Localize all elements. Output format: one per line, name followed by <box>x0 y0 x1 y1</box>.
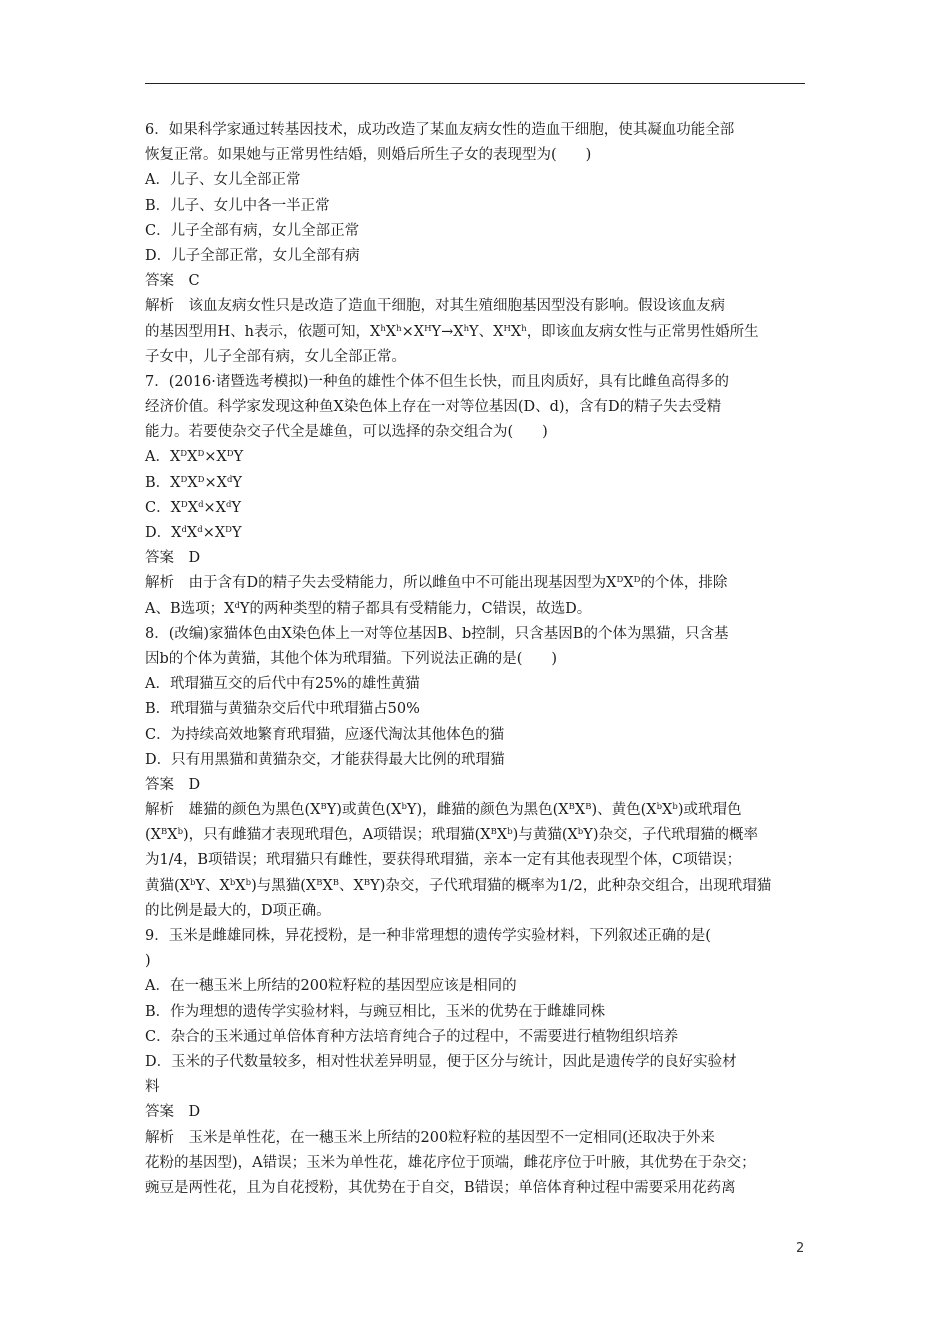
text-line: 能力。若要使杂交子代全是雄鱼，可以选择的杂交组合为( ) <box>145 424 548 441</box>
text-line: 的基因型用H、h表示，依题可知，$X^hX^h\times X^HY\to X^hY$、$X^HX^h$，即该血友病女性与正常男性婚所生 <box>145 323 759 340</box>
text-line: B．儿子、女儿中各一半正常 <box>145 197 330 214</box>
text-line: 6．如果科学家通过转基因技术，成功改造了某血友病女性的造血干细胞，使其凝血功能全部 <box>145 122 735 138</box>
header-rule <box>145 83 805 84</box>
text-line: 为1/4，B项错误；玳瑁猫只有雌性，要获得玳瑁猫，亲本一定有其他表现型个体，C项错误； <box>145 852 742 869</box>
text-line: 黄猫($X^bY$、$X^bX^b$)与黑猫($X^BX^B$、$X^BY$)杂交，子代玳瑁猫的概率为1/2，此种杂交组合，出现玳瑁猫 <box>145 877 772 894</box>
text-line: B．玳瑁猫与黄猫杂交后代中玳瑁猫占50% <box>145 701 420 718</box>
text-line: A．儿子、女儿全部正常 <box>145 172 301 189</box>
text-line: D．儿子全部正常，女儿全部有病 <box>145 247 360 264</box>
text-line: 恢复正常。如果她与正常男性结婚，则婚后所生子女的表现型为( ) <box>145 147 592 164</box>
text-line: 料 <box>145 1079 160 1096</box>
text-line: D．玉米的子代数量较多，相对性状差异明显，便于区分与统计，因此是遗传学的良好实验材 <box>145 1053 737 1070</box>
text-line: 经济价值。科学家发现这种鱼X染色体上存在一对等位基因(D、d)，含有D的精子失去受精 <box>145 399 722 416</box>
text-line: 答案 D <box>145 550 201 567</box>
text-line: 解析 该血友病女性只是改造了造血干细胞，对其生殖细胞基因型没有影响。假设该血友病 <box>145 298 725 315</box>
text-line: ) <box>145 953 151 970</box>
text-line: C．$X^DX^d\times X^dY$ <box>145 499 242 516</box>
text-line: 8．(改编)家猫体色由X染色体上一对等位基因B、b控制，只含基因B的个体为黑猫，只含基 <box>145 625 729 642</box>
text-line: D．只有用黑猫和黄猫杂交，才能获得最大比例的玳瑁猫 <box>145 751 505 768</box>
text-line: A．玳瑁猫互交的后代中有25%的雄性黄猫 <box>145 676 420 693</box>
text-line: D．$X^dX^d\times X^DY$ <box>145 525 242 541</box>
text-line: C．杂合的玉米通过单倍体育种方法培育纯合子的过程中，不需要进行植物组织培养 <box>145 1028 679 1045</box>
text-line: C．儿子全部有病，女儿全部正常 <box>145 222 360 239</box>
text-line: 7．(2016·诸暨选考模拟)一种鱼的雄性个体不但生长快，而且肉质好，具有比雌鱼高得多的 <box>145 373 730 390</box>
text-line: A．在一穗玉米上所结的200粒籽粒的基因型应该是相同的 <box>145 978 517 995</box>
text-line: 解析 玉米是单性花，在一穗玉米上所结的200粒籽粒的基因型不一定相同(还取决于外来 <box>145 1129 715 1146</box>
text-line: 解析 由于含有D的精子失去受精能力，所以雌鱼中不可能出现基因型为$X^DX^D$的个体，排除 <box>145 575 728 592</box>
page-number: 2 <box>796 1241 805 1256</box>
text-line: 答案 D <box>145 1104 201 1121</box>
text-line: 因b的个体为黄猫，其他个体为玳瑁猫。下列说法正确的是( ) <box>145 650 558 667</box>
text-line: A、B选项；$X^dY$的两种类型的精子都具有受精能力，C错误，故选D。 <box>145 600 592 617</box>
text-line: 答案 C <box>145 273 200 290</box>
text-line: B．作为理想的遗传学实验材料，与豌豆相比，玉米的优势在于雌雄同株 <box>145 1003 606 1020</box>
text-line: 的比例是最大的，D项正确。 <box>145 902 331 919</box>
text-line: B．$X^DX^D\times X^dY$ <box>145 474 242 491</box>
text-line: A．$X^DX^D\times X^DY$ <box>145 449 244 466</box>
text-line: 答案 D <box>145 776 201 793</box>
text-line: 子女中，儿子全部有病，女儿全部正常。 <box>145 348 406 365</box>
document-body <box>145 118 813 1201</box>
text-line: $(X^BX^b)$，只有雌猫才表现玳瑁色，A项错误；玳瑁猫$(X^BX^b)$与黄猫$(X^bY)$杂交，子代玳瑁猫的概率 <box>145 827 758 844</box>
text-line: 花粉的基因型)，A错误；玉米为单性花，雄花序位于顶端，雌花序位于叶腋，其优势在于杂交； <box>145 1154 756 1171</box>
text-line: 豌豆是两性花，且为自花授粉，其优势在于自交，B错误；单倍体育种过程中需要采用花药离 <box>145 1179 736 1196</box>
text-line: 9．玉米是雌雄同株，异花授粉，是一种非常理想的遗传学实验材料，下列叙述正确的是( <box>145 928 711 944</box>
text-line: 解析 雄猫的颜色为黑色$(X^BY)$或黄色$(X^bY)$，雌猫的颜色为黑色$(X^BX^B)$、黄色$(X^bX^b)$或玳瑁色 <box>145 802 742 819</box>
text-line: C．为持续高效地繁育玳瑁猫，应逐代淘汰其他体色的猫 <box>145 726 505 743</box>
